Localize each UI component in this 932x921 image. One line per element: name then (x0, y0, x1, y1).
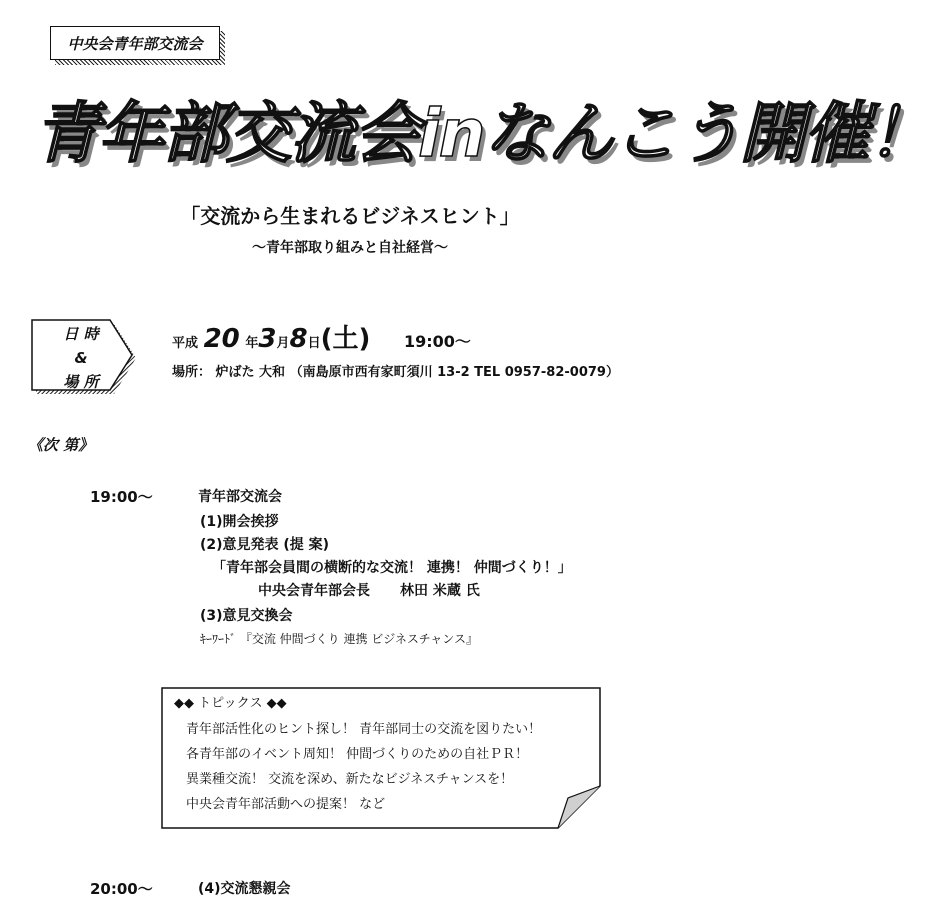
topic-item: 青年部活性化のヒント探し！ 青年部同士の交流を図りたい！ (186, 722, 542, 737)
date-era: 平成 (172, 336, 199, 351)
date-year-unit: 年 (245, 336, 259, 351)
date-year: 20 (203, 324, 240, 354)
date-day: 8 (289, 324, 308, 354)
date-time: 19:00～ (403, 332, 471, 351)
date-month-unit: 月 (276, 336, 290, 351)
badge-line-date: 日 時 (63, 325, 99, 343)
presentation-theme: 「青年部会員間の横断的な交流！ 連携！ 仲間づくり！」 (212, 560, 572, 576)
event-date (172, 318, 471, 355)
organizer-label (50, 26, 220, 60)
topic-item: 各青年部のイベント周知！ 仲間づくりのための自社ＰＲ！ (186, 747, 529, 762)
date-place-badge-text (46, 322, 116, 394)
event-place: 場所： 炉ばた 大和 （南島原市西有家町須川 13-2 TEL 0957-82-0079） (172, 365, 619, 380)
schedule-item-title: 青年部交流会 (198, 489, 282, 505)
subtitle: 「交流から生まれるビジネスヒント」 (180, 204, 520, 228)
schedule-item-opening: (1)開会挨拶 (200, 514, 279, 530)
date-day-unit: 日 (307, 336, 321, 351)
keywords: ｷｰﾜｰﾄﾞ 『交流 仲間づくり 連携 ビジネスチャンス』 (200, 632, 478, 646)
date-weekday: (土) (320, 324, 371, 354)
presentation-speaker (258, 580, 480, 600)
date-month: 3 (258, 324, 277, 354)
badge-line-place: 場 所 (63, 373, 99, 391)
topic-item: 異業種交流！ 交流を深め、新たなビジネスチャンスを！ (186, 772, 514, 787)
badge-line-and: & (74, 349, 88, 367)
sub-subtitle: ～青年部取り組みと自社経営～ (252, 240, 448, 256)
speaker-name: 林田 米蔵 氏 (400, 583, 480, 599)
topic-item: 中央会青年部活動への提案！ など (186, 797, 386, 812)
topics-heading: ◆◆ トピックス ◆◆ (174, 696, 287, 711)
date-place-badge (28, 318, 140, 398)
schedule-time-2000: 20:00～ (90, 880, 153, 898)
main-title: 青年部交流会inなんこう開催！ (34, 95, 932, 172)
speaker-title: 中央会青年部会長 (258, 583, 370, 599)
schedule-item-discussion: (3)意見交換会 (200, 608, 293, 624)
schedule-item-presentation: (2)意見発表 (提 案) (200, 537, 330, 553)
schedule-time-1900: 19:00～ (90, 488, 153, 506)
organizer-label-text: 中央会青年部交流会 (50, 26, 220, 60)
schedule-item-reception: (4)交流懇親会 (198, 881, 291, 897)
schedule-heading: 《次 第》 (28, 436, 94, 454)
